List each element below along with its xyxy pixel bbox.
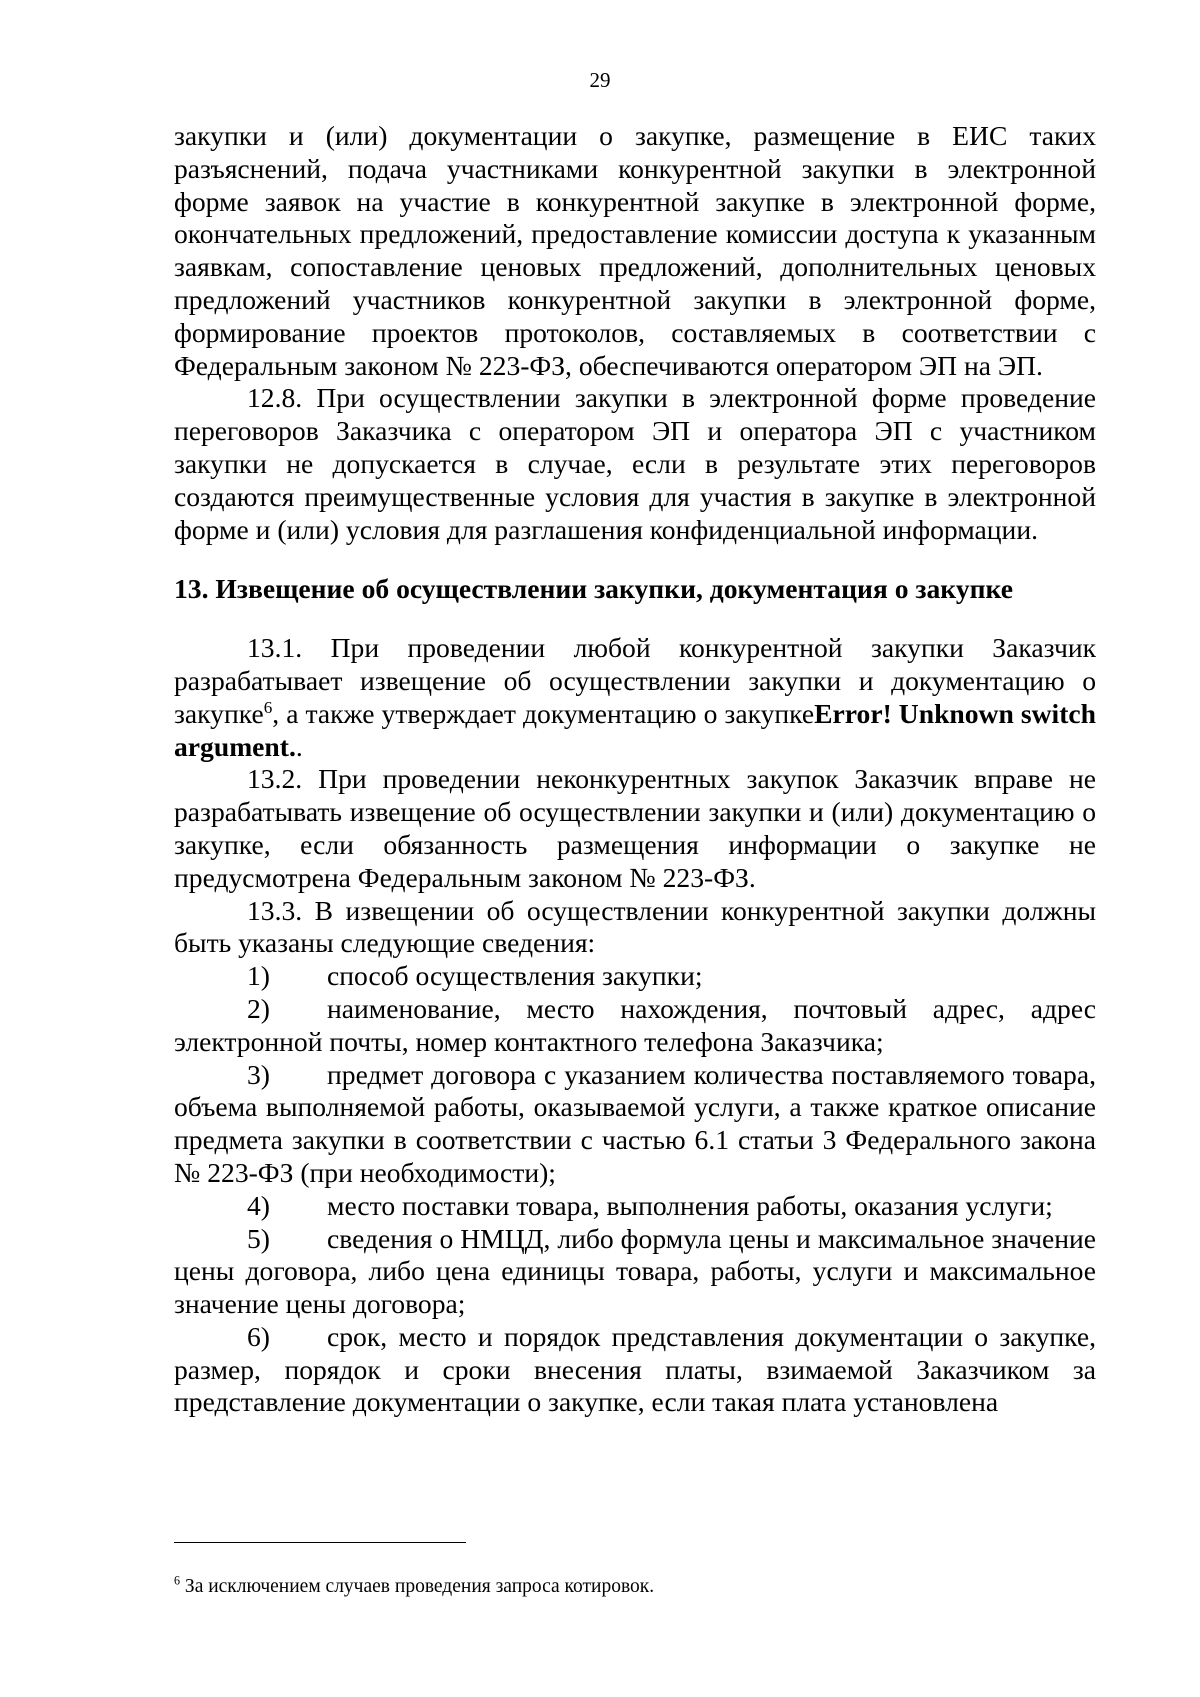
list-item-text: способ осуществления закупки;: [327, 960, 703, 992]
paragraph-13-1: [174, 632, 1096, 763]
list-item: [174, 1223, 1096, 1321]
list-item: [174, 993, 1096, 1059]
footnote-reference[interactable]: 6: [263, 697, 273, 717]
list-item-text: сведения о НМЦД, либо формула цены и максимальное значение цены договора, либо цена единицы товара, работы, услуги и максимальное значение цены договора;: [174, 1222, 1096, 1320]
page-number: 29: [589, 68, 611, 92]
paragraph-13-1-text-cont: , а также утверждает документацию о закупке: [272, 697, 815, 729]
footnote-mark: 6: [174, 1573, 181, 1588]
list-item-text: место поставки товара, выполнения работы, оказания услуги;: [327, 1189, 1053, 1221]
paragraph-13-1-text: 13.1. При проведении любой конкурентной закупки Заказчик разрабатывает извещение об осуществлении закупки и документацию о закупке: [174, 632, 1096, 729]
list-item-number: 6): [247, 1320, 270, 1352]
list-item-number: 4): [247, 1189, 270, 1221]
field-error-text: Error! Unknown switch argument.: [174, 697, 1096, 762]
footnote: [174, 1575, 1096, 1599]
list-item-number: 1): [247, 960, 270, 992]
footnote-separator: [174, 1542, 466, 1543]
section-heading: 13. Извещение об осуществлении закупки, документация о закупке: [174, 573, 1013, 605]
footnote-text: За исключением случаев проведения запроса котировок.: [180, 1576, 655, 1597]
paragraph-13-2: 13.2. При проведении неконкурентных закупок Заказчик вправе не разрабатывать извещение об осуществлении закупки и (или) документацию о закупке, если обязанность размещения информации о закупке не предусмотрена Федеральным законом № 223-ФЗ.: [174, 763, 1096, 893]
list-item: [174, 1059, 1096, 1190]
paragraph-13-1-tail: .: [295, 730, 303, 762]
list-item-text: предмет договора с указанием количества поставляемого товара, объема выполняемой работы, оказываемой услуги, а также краткое описание предмета закупки в соответствии с частью 6.1 статьи 3 Федерального закона № 223-ФЗ (при необходимости);: [174, 1058, 1096, 1188]
list-item-text: наименование, место нахождения, почтовый адрес, адрес электронной почты, номер контактного телефона Заказчика;: [174, 992, 1096, 1057]
paragraph-13-3: 13.3. В извещении об осуществлении конкурентной закупки должны быть указаны следующие сведения:: [174, 894, 1096, 959]
list-item: [174, 1321, 1096, 1419]
paragraph-continued: закупки и (или) документации о закупке, размещение в ЕИС таких разъяснений, подача участниками конкурентной закупки в электронной форме заявок на участие в конкурентной закупке в электронной форме, окончательных предложений, предоставление комиссии доступа к указанным заявкам, сопоставление ценовых предложений, дополнительных ценовых предложений участников конкурентной закупки в электронной форме, формирование проектов протоколов, составляемых в соответствии с Федеральным законом № 223-ФЗ, обеспечиваются оператором ЭП на ЭП.: [174, 120, 1096, 381]
paragraph-12-8: 12.8. При осуществлении закупки в электронной форме проведение переговоров Заказчика с оператором ЭП и оператора ЭП с участником закупки не допускается в случае, если в результате этих переговоров создаются преимущественные условия для участия в закупке в электронной форме и (или) условия для разглашения конфиденциальной информации.: [174, 382, 1096, 545]
main-text: [174, 120, 1096, 1419]
list-item-text: срок, место и порядок представления документации о закупке, размер, порядок и сроки внесения платы, взимаемой Заказчиком за представление документации о закупке, если такая плата установлена: [174, 1320, 1096, 1418]
list-item-number: 3): [247, 1058, 270, 1090]
list-item-number: 5): [247, 1222, 270, 1254]
list-item-number: 2): [247, 992, 270, 1024]
list-item: [174, 1190, 1096, 1223]
list-item: [174, 960, 1096, 993]
